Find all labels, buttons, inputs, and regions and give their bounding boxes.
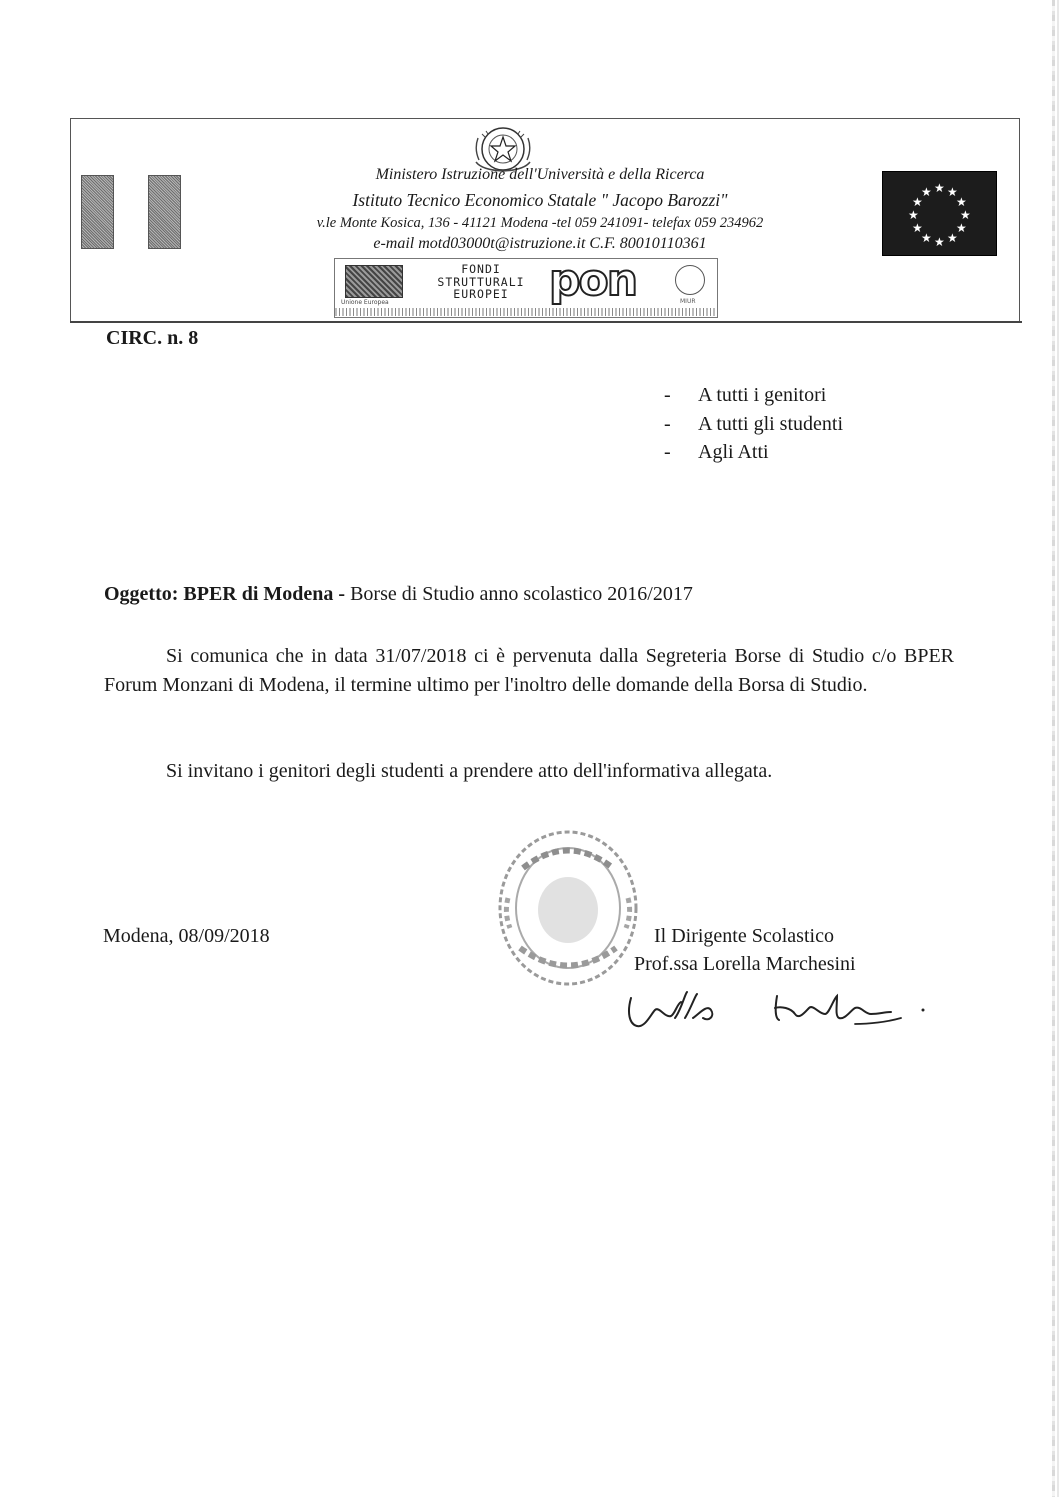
school-stamp-icon	[498, 828, 648, 988]
fondi-strutturali-text	[421, 263, 541, 301]
signatory-name: Prof.ssa Lorella Marchesini	[634, 953, 856, 975]
pon-wordmark: pon	[549, 255, 637, 306]
eu-flag-icon: ★ ★ ★ ★ ★ ★ ★ ★ ★ ★ ★ ★	[882, 171, 997, 256]
body-paragraph-1: Si comunica che in data 31/07/2018 ci è pervenuta dalla Segreteria Borse di Studio c/o BPER Forum Monzani di Modena, il termine ultimo per l'inoltro delle domande della Borsa di Studio.	[104, 645, 954, 696]
recipients-list	[664, 381, 843, 467]
recipient-item	[664, 438, 843, 467]
institute-name: Istituto Tecnico Economico Statale " Jacopo Barozzi"	[352, 190, 728, 210]
recipient-item	[664, 410, 843, 439]
subject-line	[104, 583, 693, 606]
recipient-text: A tutti gli studenti	[698, 412, 844, 435]
signatory-role: Il Dirigente Scolastico	[654, 925, 834, 947]
eu-mini-flag-icon	[345, 265, 403, 298]
fondi-line-1: FONDI	[461, 262, 501, 276]
institute-email-cf: e-mail motd03000t@istruzione.it C.F. 80010110361	[373, 235, 707, 252]
fondi-line-3: EUROPEI	[453, 287, 509, 301]
miur-seal-icon	[675, 265, 705, 295]
recipient-bullet: -	[664, 412, 671, 435]
recipient-text: Agli Atti	[698, 441, 769, 463]
pon-logo-banner	[334, 255, 718, 318]
handwritten-signature-icon	[615, 984, 935, 1044]
letterhead-rule	[70, 321, 1022, 323]
recipient-item	[664, 381, 843, 410]
italian-flag-stripe-left	[81, 175, 114, 249]
institute-address: v.le Monte Kosica, 136 - 41121 Modena -tel 059 241091- telefax 059 234962	[316, 215, 764, 231]
scan-edge-artifact	[1052, 0, 1055, 1497]
fondi-line-2: STRUTTURALI	[437, 274, 525, 289]
recipient-bullet: -	[664, 441, 671, 463]
subject-text: Borse di Studio anno scolastico 2016/2017	[345, 583, 693, 605]
recipient-text: A tutti i genitori	[698, 384, 827, 406]
eu-caption: Unione Europea	[341, 299, 389, 306]
italian-flag-stripe-right	[148, 175, 181, 249]
subject-lead: Oggetto: BPER di Modena -	[104, 583, 346, 605]
recipient-bullet: -	[664, 384, 671, 406]
ministry-name: Ministero Istruzione dell'Università e della Ricerca	[375, 166, 705, 183]
pon-caption-strip	[335, 308, 717, 316]
body-paragraph-2: Si invitano i genitori degli studenti a prendere atto dell'informativa allegata.	[166, 760, 773, 782]
miur-caption: MIUR	[680, 298, 696, 305]
circular-number: CIRC. n. 8	[106, 327, 199, 349]
place-date: Modena, 08/09/2018	[103, 925, 270, 947]
